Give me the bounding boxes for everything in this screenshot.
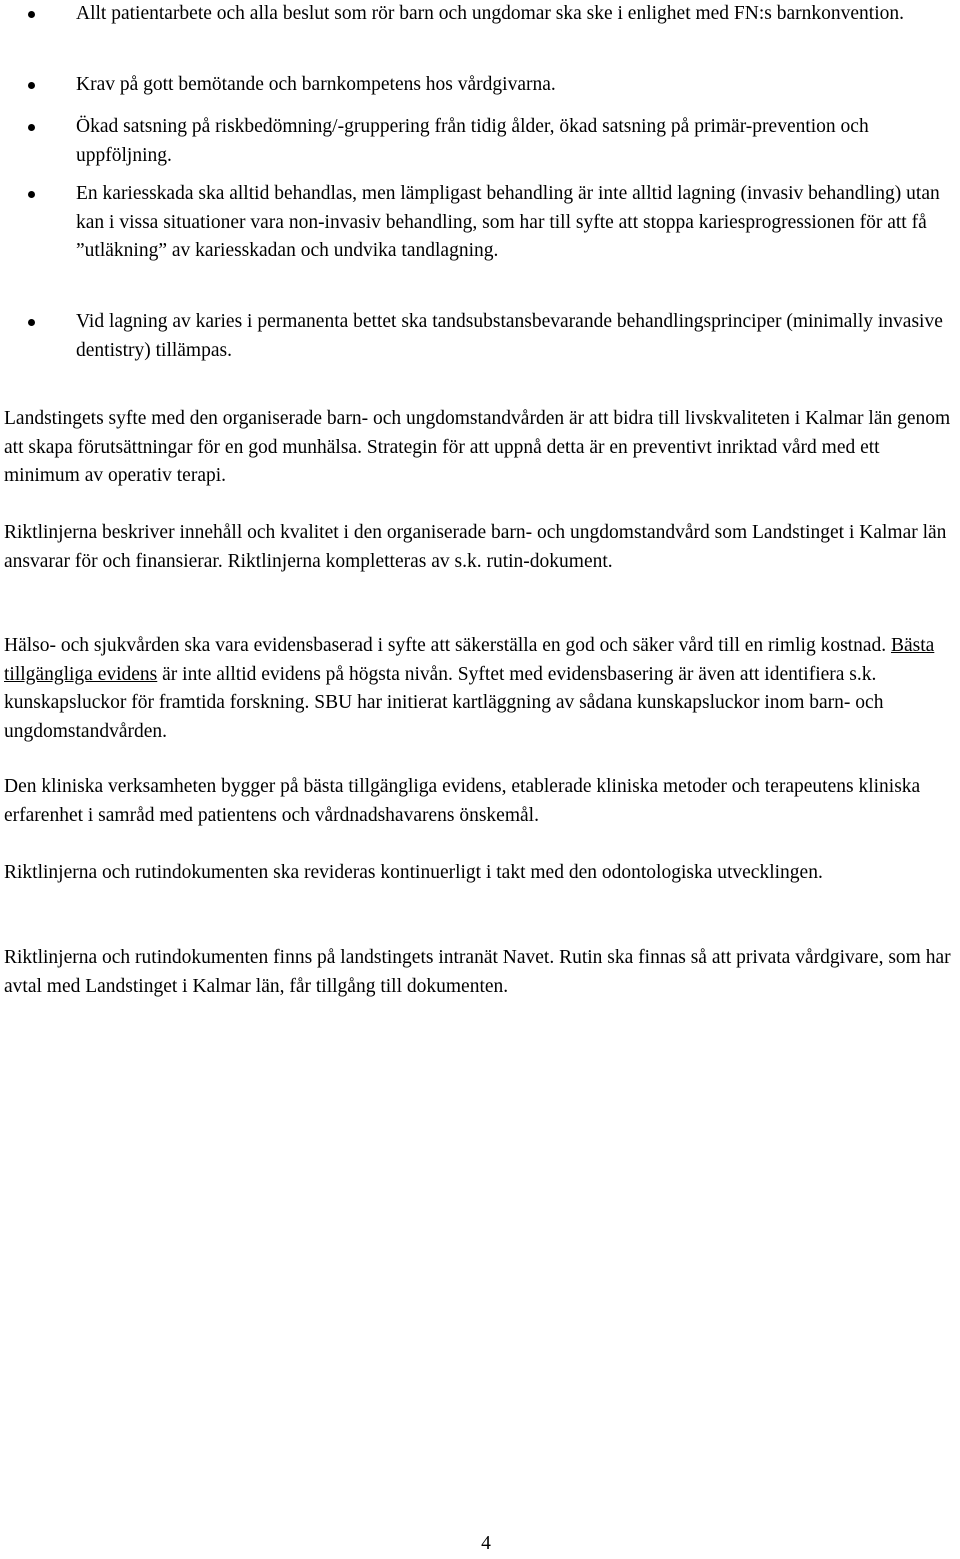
bullet-text: Allt patientarbete och alla beslut som rör barn och ungdomar ska ske i enlighet med FN:s barnkonvention. <box>76 3 905 24</box>
paragraph-evidence-based <box>4 632 960 746</box>
paragraph-text: är inte alltid evidens på högsta nivån. Syftet med evidensbasering är även att identifiera s.k. kunskapsluckor för framtida forskning. SBU har initierat kartläggning av sådana kunskapsluckor inom barn- och ungdomstandvården. <box>4 663 884 742</box>
paragraph-purpose: Landstingets syfte med den organiserade barn- och ungdomstandvården är att bidra till livskvaliteten i Kalmar län genom att skapa förutsättningar för en god munhälsa. Strategin för att uppnå detta är en preventivt inriktad vård med ett minimum av operativ terapi. <box>4 408 951 486</box>
bullet-icon <box>28 82 35 89</box>
page-number: 4 <box>481 1533 491 1554</box>
bullet-item <box>76 180 956 266</box>
bullet-text: Krav på gott bemötande och barnkompetens hos vårdgivarna. <box>76 74 556 95</box>
paragraph-guidelines-content: Riktlinjerna beskriver innehåll och kvalitet i den organiserade barn- och ungdomstandvård som Landstinget i Kalmar län ansvarar för och finansierar. Riktlinjerna kompletteras av s.k. rutin-dokument. <box>4 522 947 572</box>
bullet-item <box>76 113 956 170</box>
bullet-text: Ökad satsning på riskbedömning/-gruppering från tidig ålder, ökad satsning på primär-prevention och uppföljning. <box>76 116 869 166</box>
paragraph-availability: Riktlinjerna och rutindokumenten finns på landstingets intranät Navet. Rutin ska finnas så att privata vårdgivare, som har avtal med Landstinget i Kalmar län, får tillgång till dokumenten. <box>4 947 951 997</box>
paragraph-revision: Riktlinjerna och rutindokumenten ska revideras kontinuerligt i takt med den odontologiska utvecklingen. <box>4 862 823 883</box>
paragraph-text: Hälso- och sjukvården ska vara evidensbaserad i syfte att säkerställa en god och säker vård till en rimlig kostnad. <box>4 635 891 656</box>
bullet-icon <box>28 124 35 131</box>
bullet-item <box>76 308 956 365</box>
underlined-phrase: Bästa tillgängliga evidens <box>4 635 935 685</box>
paragraph-clinical-practice: Den kliniska verksamheten bygger på bästa tillgängliga evidens, etablerade kliniska metoder och terapeutens kliniska erfarenhet i samråd med patientens och vårdnadshavarens önskemål. <box>4 776 921 826</box>
bullet-text: Vid lagning av karies i permanenta bettet ska tandsubstansbevarande behandlingsprinciper (minimally invasive dentistry) tillämpas. <box>76 311 943 361</box>
bullet-item <box>76 71 956 100</box>
bullet-item <box>76 0 956 29</box>
bullet-icon <box>28 319 35 326</box>
bullet-icon <box>28 11 35 18</box>
bullet-text: En kariesskada ska alltid behandlas, men lämpligast behandling är inte alltid lagning (invasiv behandling) utan kan i vissa situationer vara non-invasiv behandling, som har till syfte att stoppa kariesprogressionen för att få ”utläkning” av kariesskadan och undvika tandlagning. <box>76 183 940 261</box>
bullet-icon <box>28 191 35 198</box>
